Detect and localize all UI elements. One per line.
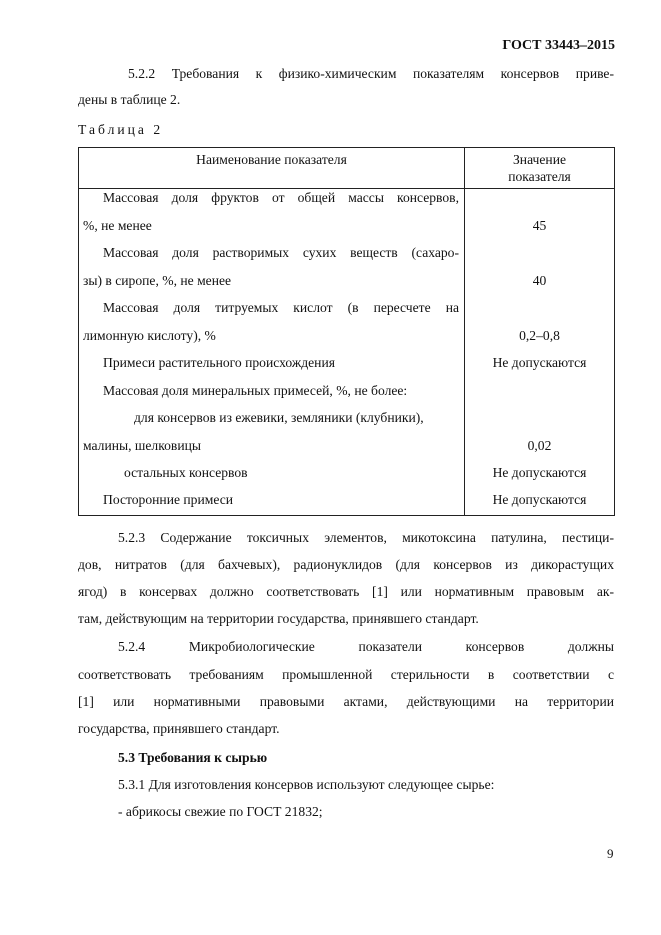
page-number: 9 (607, 846, 614, 861)
column-header-indicator-name: Наименование показателя (196, 152, 347, 167)
column-header-value-line-1: Значение (512, 152, 567, 167)
intro-line-2: дены в таблице 2. (78, 92, 181, 107)
table-row-3-line-2: лимонную кислоту), % (83, 328, 216, 343)
table-row-4-line-1: Примеси растительного происхождения (103, 355, 335, 370)
table-caption: Таблица 2 (78, 122, 164, 137)
table-row-3-line-1: Массовая доля титруемых кислот (в пересчете на (103, 300, 459, 315)
table-2 (78, 147, 615, 516)
column-header-value-line-2: показателя (508, 169, 571, 184)
table-row-2-line-1: Массовая доля растворимых сухих веществ (сахаро- (103, 245, 459, 260)
table-row-5-line-1: Массовая доля минеральных примесей, %, не более: (103, 383, 408, 398)
section-5-3-title: 5.3 Требования к сырью (118, 750, 268, 765)
table-row-2-line-2: зы) в сиропе, %, не менее (83, 273, 232, 288)
table-row-7-line-1: остальных консервов (124, 465, 248, 480)
list-item-apricots: - абрикосы свежие по ГОСТ 21832; (118, 804, 323, 819)
p523-line-3: ягод) в консервах должно соответствовать [1] или нормативным правовым ак- (78, 584, 614, 599)
table-row-1-line-1: Массовая доля фруктов от общей массы консервов, (103, 190, 459, 205)
document-id-header: ГОСТ 33443–2015 (502, 38, 615, 53)
table-header-divider (79, 188, 614, 189)
table-row-1-value: 45 (532, 218, 547, 233)
p523-line-2: дов, нитратов (для бахчевых), радионуклидов (для консервов из дикорастущих (78, 557, 614, 572)
table-row-2-value: 40 (532, 273, 547, 288)
table-row-6-value: 0,02 (527, 438, 552, 453)
table-row-7-value: Не допускаются (492, 465, 587, 480)
table-row-1-line-2: %, не менее (83, 218, 152, 233)
p523-line-1: 5.2.3 Содержание токсичных элементов, микотоксина патулина, пестици- (118, 530, 614, 545)
p524-line-3: [1] или нормативными правовыми актами, действующими на территории (78, 694, 614, 709)
p523-line-4: там, действующим на территории государства, принявшего стандарт. (78, 611, 479, 626)
intro-line-1: 5.2.2 Требования к физико-химическим показателям консервов приве- (128, 66, 614, 81)
table-row-6-line-2: малины, шелковицы (83, 438, 202, 453)
table-row-3-value: 0,2–0,8 (519, 328, 560, 343)
p531-text: 5.3.1 Для изготовления консервов используют следующее сырье: (118, 777, 495, 792)
table-row-4-value: Не допускаются (492, 355, 587, 370)
p524-line-4: государства, принявшего стандарт. (78, 721, 280, 736)
p524-line-2: соответствовать требованиям промышленной стерильности в соответствии с (78, 667, 614, 682)
table-row-8-value: Не допускаются (492, 492, 587, 507)
p524-line-1: 5.2.4 Микробиологические показатели консервов должны (118, 639, 614, 654)
table-row-6-line-1: для консервов из ежевики, земляники (клубники), (134, 410, 424, 425)
table-row-8-line-1: Посторонние примеси (103, 492, 234, 507)
